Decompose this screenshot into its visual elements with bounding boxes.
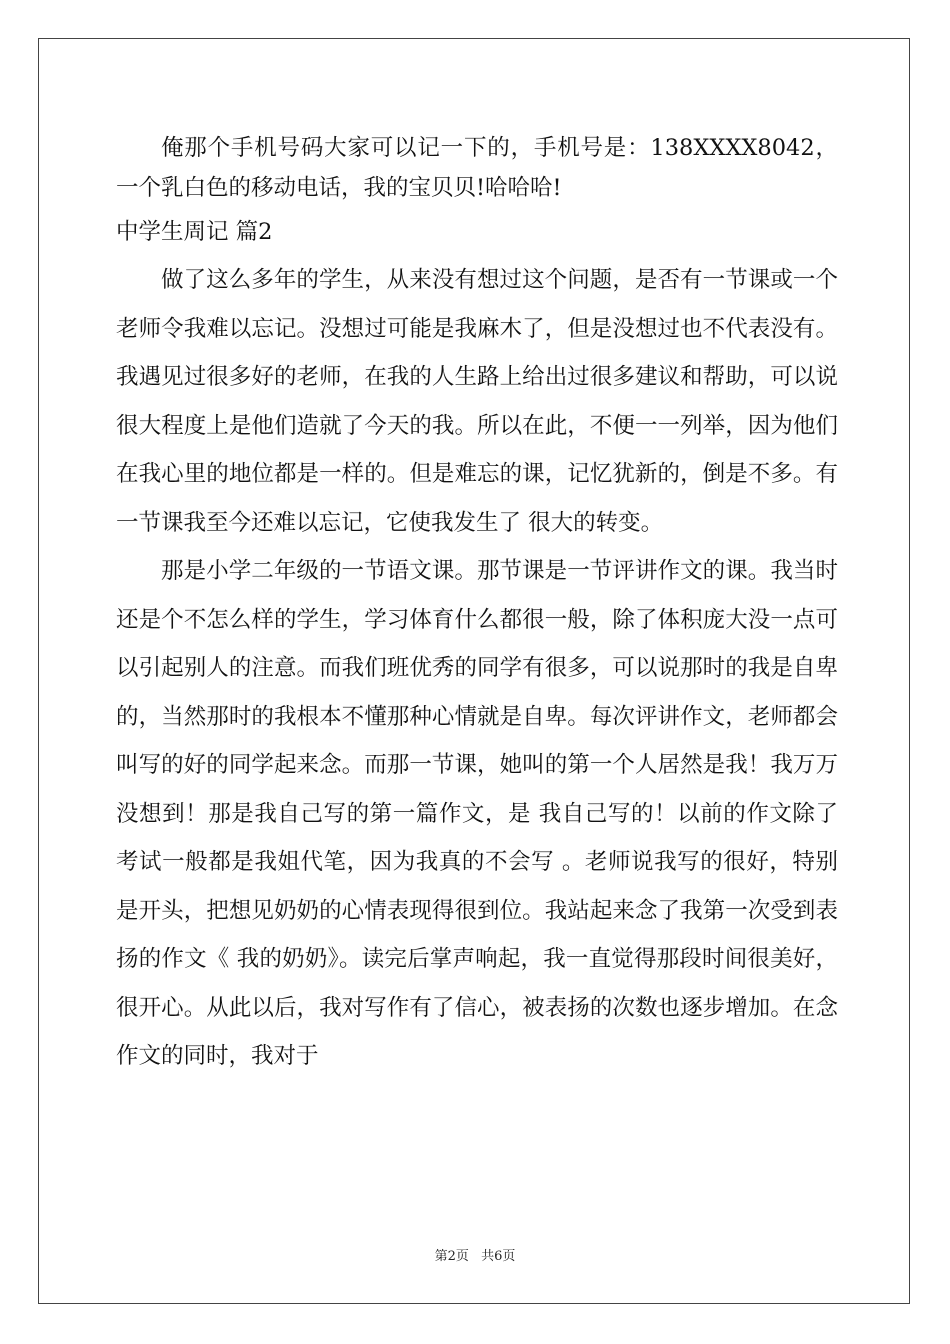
page-number: 第2页 — [434, 1249, 469, 1264]
paragraph-2: 做了这么多年的学生，从来没有想过这个问题，是否有一节课或一个老师令我难以忘记。没想过可能是我麻木了，但是没想过也不代表没有。我遇见过很多好的老师，在我的人生路上给出过很多建议和帮助，可以说很大程度上是他们造就了今天的我。所以在此，不便一一列举，因为他们在我心里的地位都是一样的。但是难忘的课，记忆犹新的，倒是不多。有一节课我至今还难以忘记，它使我发生了 很大的转变。 — [116, 267, 838, 536]
page-total: 共6页 — [481, 1249, 516, 1264]
paragraph-3: 那是小学二年级的一节语文课。那节课是一节评讲作文的课。我当时还是个不怎么样的学生，学习体育什么都很一般，除了体积庞大没一点可以引起别人的注意。而我们班优秀的同学有很多，可以说那时的我是自卑的，当然那时的我根本不懂那种心情就是自卑。每次评讲作文，老师都会叫写的好的同学起来念。而那一节课，她叫的第一个人居然是我！我万万没想到！那是我自己写的第一篇作文，是 我自己写的！以前的作文除了考试一般都是我姐代笔，因为我真的不会写 。老师说我写的很好，特别是开头，把想见奶奶的心情表现得很到位。我站起来念了我第一次受到表扬的作文《 我的奶奶》。读完后掌声响起，我一直觉得那段时间很美好，很开心。从此以后，我对写作有了信心，被表扬的次数也逐步增加。在念作文的同时，我对于 — [116, 558, 838, 1069]
paragraph-1: 俺那个手机号码大家可以记一下的，手机号是：138XXXX8042，一个乳白色的移动电话，我的宝贝贝!哈哈哈! — [116, 135, 838, 201]
section-heading: 中学生周记 篇2 — [116, 219, 273, 245]
page-footer — [0, 1248, 950, 1266]
document-body — [116, 128, 838, 1081]
